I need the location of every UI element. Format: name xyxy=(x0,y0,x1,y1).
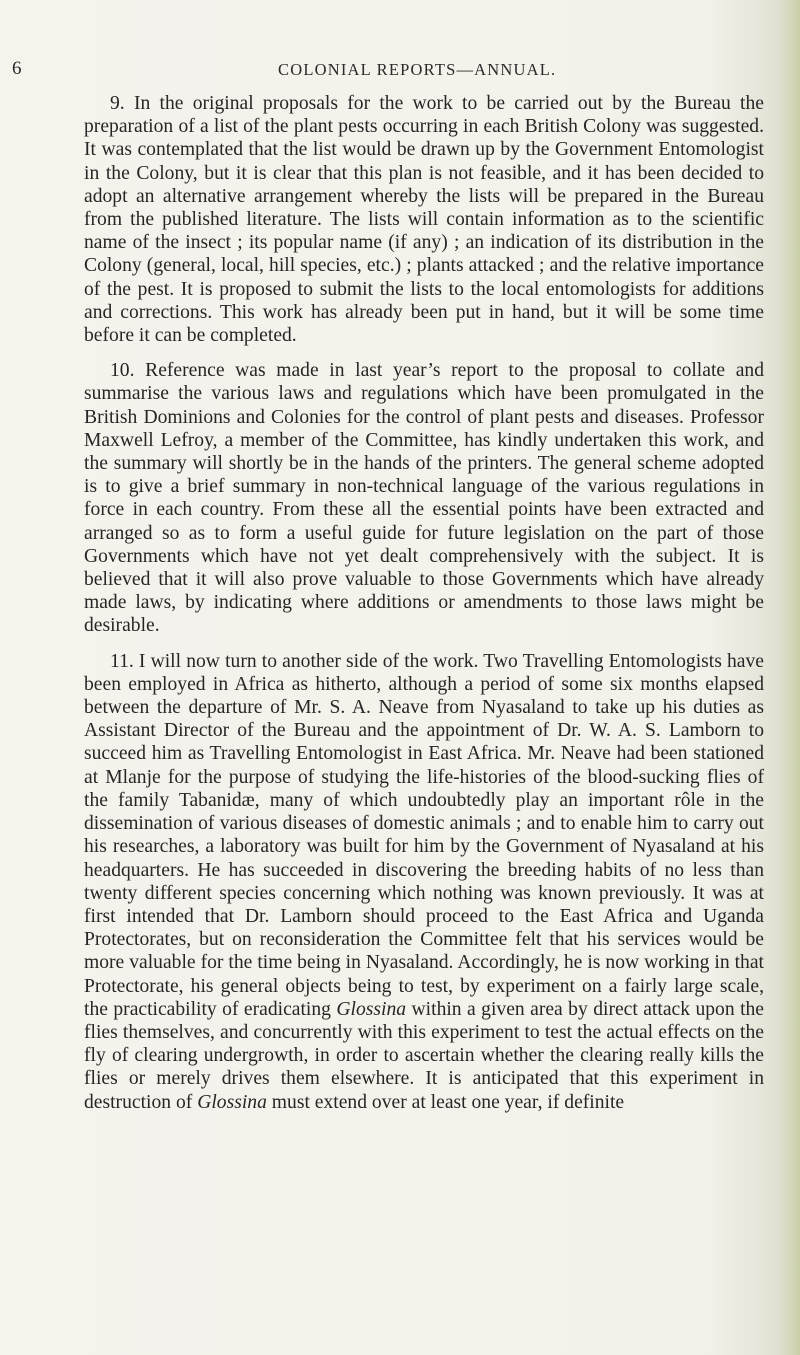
italic-term: Glossina xyxy=(336,998,407,1020)
paragraph-number: 11. xyxy=(110,650,134,672)
paragraph-text: within a given area by direct attack upon the flies themselves, and concurrently with this experiment to test the actual effects on the fly of clearing undergrowth, in order to ascertain whether the clearing really kills the flies or merely drives them elsewhere. It is anticipated that this experiment in destruction of xyxy=(84,998,765,1113)
paragraph-text: I will now turn to another side of the work. Two Travelling Entomologists have been employed in Africa as hitherto, although a period of some six months elapsed between the departure of Mr. S. A. Neave from Nyasaland to take up his duties as Assistant Director of the Bureau and the appointment of Dr. W. A. S. Lamborn to succeed him as Travelling Entomologist in East Africa. Mr. Neave had been stationed at Mlanje for the purpose of studying the life-histories of the blood-sucking flies of the family Tabanidæ, many of which undoubtedly play an important rôle in the dissemination of various diseases of domestic animals ; and to enable him to carry out his researches, a laboratory was built for him by the Government of Nyasaland at his headquarters. He has succeeded in discovering the breeding habits of no less than twenty different species concerning which nothing was known previously. It was at first intended that Dr. Lamborn should proceed to the East Africa and Uganda Protectorates, but on reconsideration the Committee felt that his services would be more valuable for the time being in Nyasaland. Accordingly, he is now working in that Protectorate, his general objects being to test, by experiment on a fairly large scale, the practicability of eradicating xyxy=(84,650,764,1020)
italic-term: Glossina xyxy=(197,1091,267,1113)
page-number: 6 xyxy=(12,58,22,79)
body-text xyxy=(84,92,764,1126)
page-edge-shadow xyxy=(778,0,800,1355)
paragraph-text: In the original proposals for the work to be carried out by the Bureau the preparation of a list of the plant pests occurring in each British Colony was suggested. It was contemplated that the list would be drawn up by the Government Entomologist in the Colony, but it is clear that this plan is not feasible, and it has been decided to adopt an alternative arrangement whereby the lists will be prepared in the Bureau from the published literature. The lists will contain information as to the scientific name of the insect ; its popular name (if any) ; an indication of its distribution in the Colony (general, local, hill species, etc.) ; plants attacked ; and the relative importance of the pest. It is proposed to submit the lists to the local entomologists for additions and corrections. This work has already been put in hand, but it will be some time before it can be completed. xyxy=(84,93,764,347)
paragraph-10 xyxy=(84,359,764,637)
paragraph-11 xyxy=(84,650,764,1114)
paragraph-number: 10. xyxy=(110,360,135,382)
page-header xyxy=(12,52,730,82)
paragraph-number: 9. xyxy=(110,93,125,114)
running-head: COLONIAL REPORTS—ANNUAL. xyxy=(278,60,557,79)
paragraph-text: must extend over at least one year, if definite xyxy=(271,1091,625,1113)
paragraph-text: Reference was made in last year’s report to the proposal to collate and summarise the various laws and regulations which have been promulgated in the British Dominions and Colonies for the control of plant pests and diseases. Professor Maxwell Lefroy, a member of the Committee, has kindly undertaken this work, and the summary will shortly be in the hands of the printers. The general scheme adopted is to give a brief summary in non-technical language of the various regulations in force in each country. From these all the essential points have been extracted and arranged so as to form a useful guide for future legislation on the part of those Governments which have not yet dealt comprehensively with the subject. It is believed that it will also prove valuable to those Governments which have already made laws, by indicating where additions or amendments to those laws might be desirable. xyxy=(84,360,764,637)
paragraph-9 xyxy=(84,92,764,347)
